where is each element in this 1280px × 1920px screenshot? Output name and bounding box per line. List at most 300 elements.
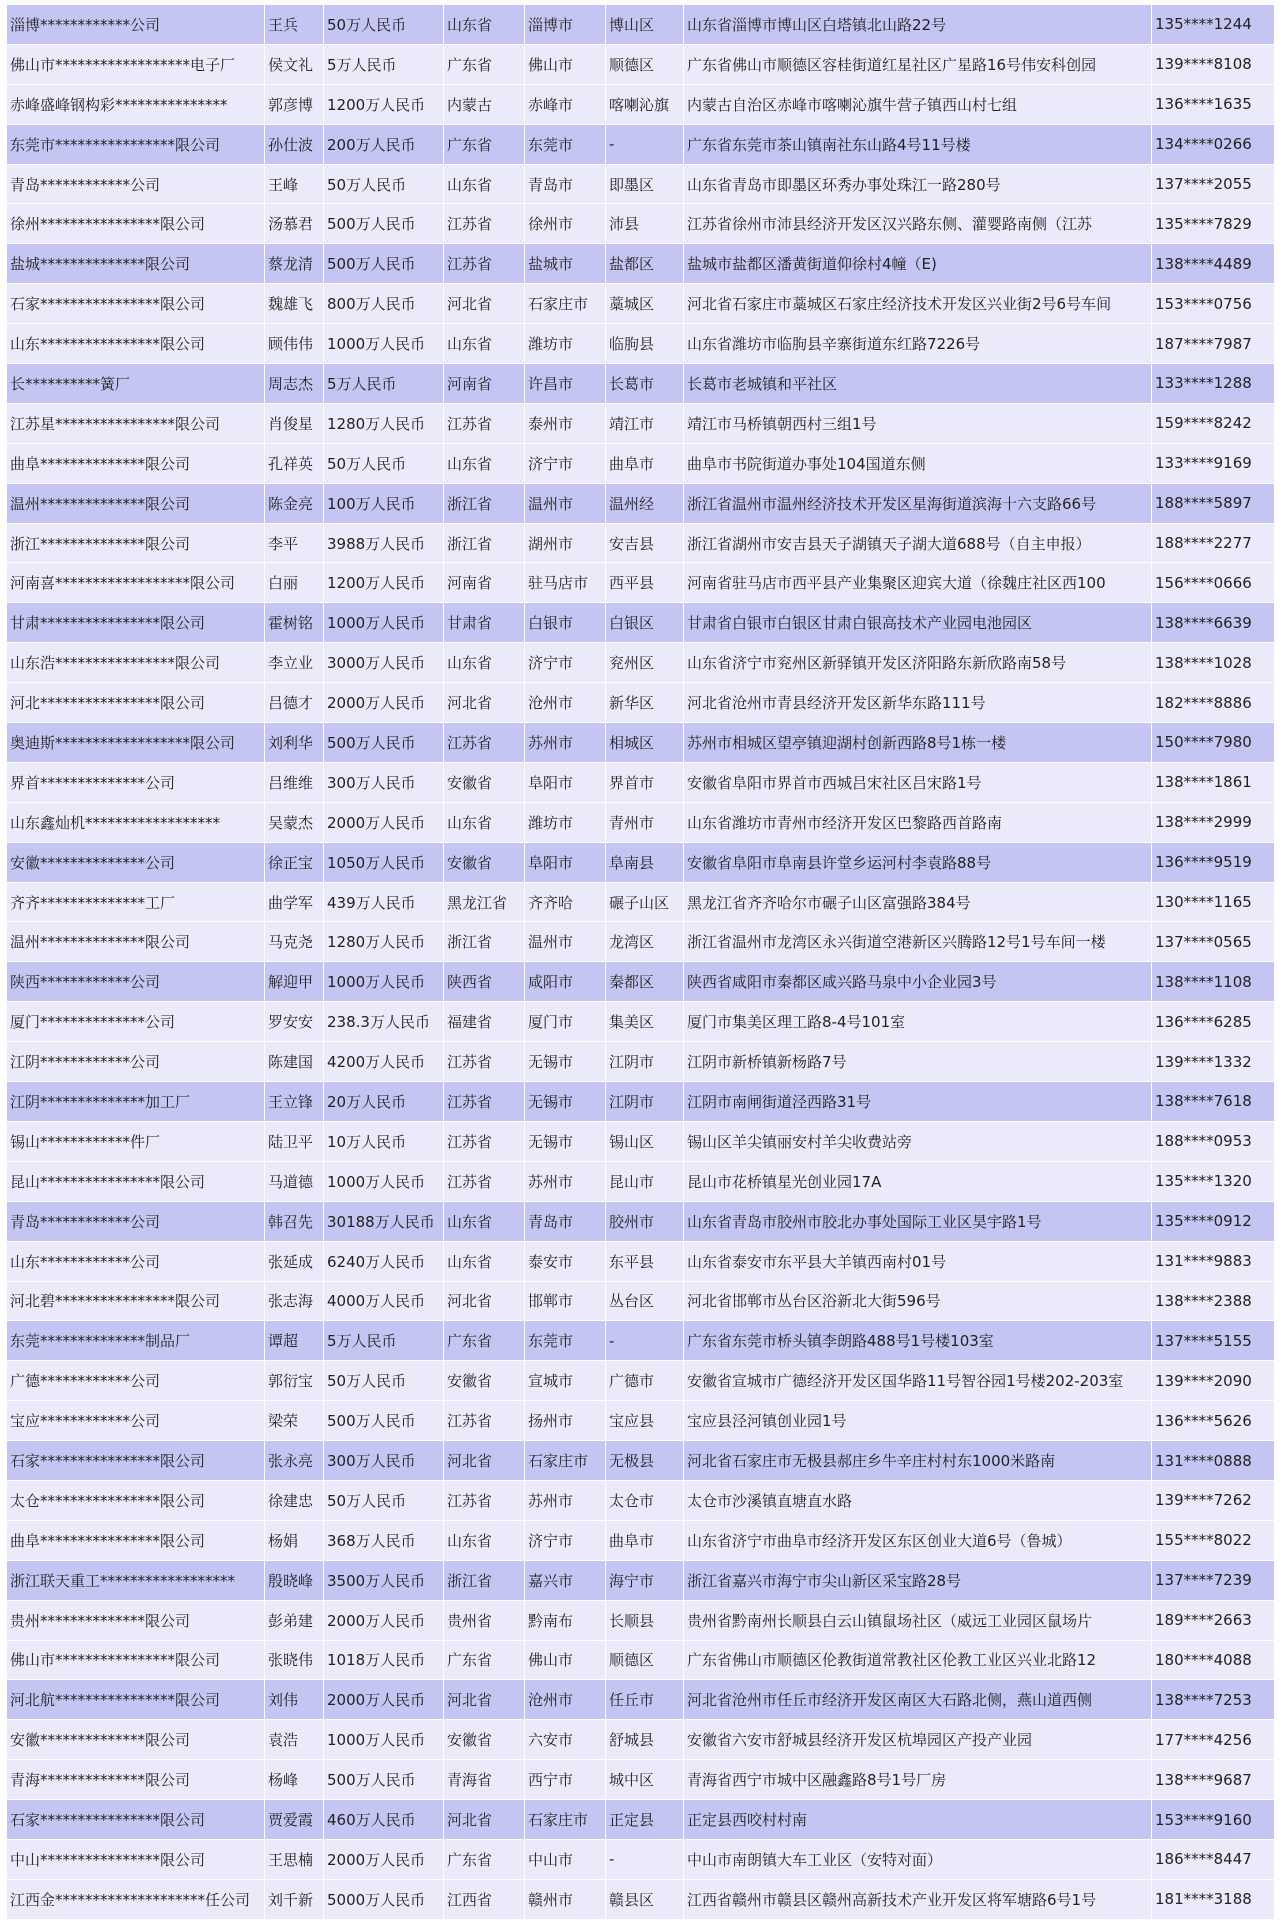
cell-province: 山东省 [444,802,525,842]
cell-phone: 133****9169 [1152,443,1275,483]
cell-province: 青海省 [444,1760,525,1800]
cell-capital: 5万人民币 [324,364,444,404]
cell-province: 江苏省 [444,1480,525,1520]
table-row [7,1002,1275,1042]
cell-company: 温州**************限公司 [7,922,265,962]
cell-capital: 200万人民币 [324,124,444,164]
cell-province: 浙江省 [444,1560,525,1600]
cell-city: 沧州市 [525,683,606,723]
cell-province: 山东省 [444,643,525,683]
cell-province: 河南省 [444,364,525,404]
cell-province: 江苏省 [444,1042,525,1082]
cell-phone: 188****0953 [1152,1121,1275,1161]
cell-company: 河北****************限公司 [7,683,265,723]
cell-address: 浙江省湖州市安吉县天子湖镇天子湖大道688号（自主申报） [684,523,1152,563]
cell-contact: 孔祥英 [265,443,324,483]
cell-district: 城中区 [606,1760,684,1800]
cell-company: 青岛************公司 [7,164,265,204]
cell-address: 太仓市沙溪镇直塘直水路 [684,1480,1152,1520]
cell-capital: 1018万人民币 [324,1640,444,1680]
cell-district: 沛县 [606,204,684,244]
cell-district: 正定县 [606,1800,684,1840]
cell-address: 曲阜市书院街道办事处104国道东侧 [684,443,1152,483]
cell-address: 贵州省黔南州长顺县白云山镇鼠场社区（威远工业园区鼠场片 [684,1600,1152,1640]
cell-company: 河南喜******************限公司 [7,563,265,603]
cell-district: 西平县 [606,563,684,603]
cell-address: 广东省东莞市桥头镇李朗路488号1号楼103室 [684,1321,1152,1361]
cell-phone: 159****8242 [1152,403,1275,443]
cell-phone: 137****0565 [1152,922,1275,962]
table-row [7,1520,1275,1560]
cell-phone: 139****7262 [1152,1480,1275,1520]
cell-address: 安徽省宣城市广德经济开发区国华路11号智谷园1号楼202-203室 [684,1361,1152,1401]
cell-city: 六安市 [525,1720,606,1760]
cell-company: 太仓****************限公司 [7,1480,265,1520]
table-row [7,443,1275,483]
cell-district: 胶州市 [606,1201,684,1241]
cell-address: 厦门市集美区理工路8-4号101室 [684,1002,1152,1042]
table-row [7,1401,1275,1441]
cell-contact: 王兵 [265,5,324,45]
table-row [7,164,1275,204]
cell-district: 顺德区 [606,1640,684,1680]
cell-contact: 陆卫平 [265,1121,324,1161]
cell-contact: 吕维维 [265,762,324,802]
cell-city: 驻马店市 [525,563,606,603]
cell-phone: 131****9883 [1152,1241,1275,1281]
cell-district: 昆山市 [606,1161,684,1201]
cell-province: 贵州省 [444,1600,525,1640]
table-row [7,204,1275,244]
cell-phone: 138****1028 [1152,643,1275,683]
cell-city: 扬州市 [525,1401,606,1441]
table-row [7,1640,1275,1680]
cell-contact: 王思楠 [265,1839,324,1879]
cell-address: 江苏省徐州市沛县经济开发区汉兴路东侧、灌婴路南侧（江苏 [684,204,1152,244]
cell-province: 江苏省 [444,1401,525,1441]
cell-capital: 30188万人民币 [324,1201,444,1241]
table-row [7,962,1275,1002]
cell-phone: 139****1332 [1152,1042,1275,1082]
cell-province: 江西省 [444,1879,525,1919]
cell-province: 河北省 [444,1680,525,1720]
cell-contact: 殷晓峰 [265,1560,324,1600]
cell-city: 佛山市 [525,1640,606,1680]
cell-company: 东莞**************制品厂 [7,1321,265,1361]
cell-contact: 陈建国 [265,1042,324,1082]
cell-address: 河北省邯郸市丛台区浴新北大街596号 [684,1281,1152,1321]
cell-city: 齐齐哈 [525,882,606,922]
cell-phone: 131****0888 [1152,1441,1275,1481]
cell-district: 曲阜市 [606,443,684,483]
cell-district: 温州经 [606,483,684,523]
cell-capital: 500万人民币 [324,723,444,763]
cell-contact: 吕德才 [265,683,324,723]
cell-capital: 1000万人民币 [324,324,444,364]
cell-district: 东平县 [606,1241,684,1281]
cell-province: 广东省 [444,44,525,84]
cell-capital: 50万人民币 [324,1361,444,1401]
cell-contact: 陈金亮 [265,483,324,523]
cell-company: 山东浩****************限公司 [7,643,265,683]
cell-city: 无锡市 [525,1042,606,1082]
cell-phone: 138****9687 [1152,1760,1275,1800]
cell-address: 广东省佛山市顺德区容桂街道红星社区广星路16号伟安科创园 [684,44,1152,84]
cell-capital: 50万人民币 [324,443,444,483]
cell-city: 厦门市 [525,1002,606,1042]
cell-address: 浙江省温州市龙湾区永兴街道空港新区兴腾路12号1号车间一楼 [684,922,1152,962]
cell-contact: 杨娟 [265,1520,324,1560]
cell-city: 徐州市 [525,204,606,244]
cell-address: 江阴市南闸街道泾西路31号 [684,1082,1152,1122]
cell-address: 河北省沧州市青县经济开发区新华东路111号 [684,683,1152,723]
cell-company: 佛山市******************电子厂 [7,44,265,84]
cell-phone: 130****1165 [1152,882,1275,922]
cell-address: 浙江省温州市温州经济技术开发区星海街道滨海十六支路66号 [684,483,1152,523]
cell-company: 曲阜****************限公司 [7,1520,265,1560]
cell-company: 贵州**************限公司 [7,1600,265,1640]
cell-province: 黑龙江省 [444,882,525,922]
cell-city: 苏州市 [525,723,606,763]
cell-district: 锡山区 [606,1121,684,1161]
cell-address: 江阴市新桥镇新杨路7号 [684,1042,1152,1082]
cell-city: 温州市 [525,483,606,523]
cell-capital: 50万人民币 [324,5,444,45]
cell-phone: 135****0912 [1152,1201,1275,1241]
cell-city: 苏州市 [525,1480,606,1520]
table-row [7,1760,1275,1800]
cell-company: 长**********簧厂 [7,364,265,404]
cell-district: 曲阜市 [606,1520,684,1560]
cell-province: 山东省 [444,1201,525,1241]
table-row [7,683,1275,723]
cell-capital: 3500万人民币 [324,1560,444,1600]
cell-capital: 500万人民币 [324,1760,444,1800]
cell-capital: 1000万人民币 [324,962,444,1002]
cell-address: 山东省济宁市兖州区新驿镇开发区济阳路东新欣路南58号 [684,643,1152,683]
cell-city: 济宁市 [525,443,606,483]
cell-contact: 徐建忠 [265,1480,324,1520]
table-row [7,762,1275,802]
cell-address: 宝应县泾河镇创业园1号 [684,1401,1152,1441]
cell-address: 山东省泰安市东平县大羊镇西南村01号 [684,1241,1152,1281]
table-row [7,1321,1275,1361]
cell-district: - [606,124,684,164]
cell-district: 碾子山区 [606,882,684,922]
cell-capital: 2000万人民币 [324,1600,444,1640]
cell-city: 西宁市 [525,1760,606,1800]
cell-capital: 300万人民币 [324,1441,444,1481]
cell-city: 赤峰市 [525,84,606,124]
cell-city: 沧州市 [525,1680,606,1720]
cell-address: 长葛市老城镇和平社区 [684,364,1152,404]
cell-city: 白银市 [525,603,606,643]
cell-contact: 韩召先 [265,1201,324,1241]
cell-phone: 156****0666 [1152,563,1275,603]
cell-company: 宝应************公司 [7,1401,265,1441]
cell-province: 河南省 [444,563,525,603]
cell-contact: 李立业 [265,643,324,683]
cell-contact: 郭彦博 [265,84,324,124]
cell-address: 盐城市盐都区潘黄街道仰徐村4幢（E) [684,244,1152,284]
table-row [7,1361,1275,1401]
table-row [7,802,1275,842]
cell-company: 山东鑫灿机****************** [7,802,265,842]
cell-contact: 马道德 [265,1161,324,1201]
cell-capital: 238.3万人民币 [324,1002,444,1042]
cell-city: 泰州市 [525,403,606,443]
cell-district: 广德市 [606,1361,684,1401]
cell-province: 广东省 [444,124,525,164]
cell-contact: 张晓伟 [265,1640,324,1680]
company-table [6,4,1275,1920]
cell-district: 相城区 [606,723,684,763]
cell-capital: 460万人民币 [324,1800,444,1840]
cell-capital: 1280万人民币 [324,403,444,443]
cell-phone: 138****7253 [1152,1680,1275,1720]
cell-address: 安徽省六安市舒城县经济开发区杭埠园区产投产业园 [684,1720,1152,1760]
cell-province: 甘肃省 [444,603,525,643]
cell-city: 中山市 [525,1839,606,1879]
cell-city: 石家庄市 [525,284,606,324]
cell-province: 福建省 [444,1002,525,1042]
cell-capital: 100万人民币 [324,483,444,523]
cell-capital: 20万人民币 [324,1082,444,1122]
cell-province: 山东省 [444,1520,525,1560]
cell-contact: 袁浩 [265,1720,324,1760]
table-row [7,1241,1275,1281]
cell-contact: 肖俊星 [265,403,324,443]
cell-company: 中山****************限公司 [7,1839,265,1879]
cell-company: 广德************公司 [7,1361,265,1401]
cell-province: 浙江省 [444,922,525,962]
cell-city: 淄博市 [525,5,606,45]
cell-address: 河北省沧州市任丘市经济开发区南区大石路北侧，燕山道西侧 [684,1680,1152,1720]
cell-capital: 5万人民币 [324,1321,444,1361]
cell-contact: 蔡龙清 [265,244,324,284]
cell-city: 许昌市 [525,364,606,404]
cell-city: 阜阳市 [525,762,606,802]
table-row [7,842,1275,882]
cell-district: 界首市 [606,762,684,802]
table-row [7,1680,1275,1720]
cell-contact: 贾爱霞 [265,1800,324,1840]
table-row [7,5,1275,45]
table-row [7,643,1275,683]
cell-city: 济宁市 [525,1520,606,1560]
cell-contact: 彭弟建 [265,1600,324,1640]
cell-province: 山东省 [444,324,525,364]
cell-city: 盐城市 [525,244,606,284]
cell-capital: 50万人民币 [324,164,444,204]
cell-company: 锡山************件厂 [7,1121,265,1161]
cell-district: - [606,1839,684,1879]
cell-capital: 10万人民币 [324,1121,444,1161]
cell-company: 河北航****************限公司 [7,1680,265,1720]
cell-company: 厦门**************公司 [7,1002,265,1042]
cell-district: 长顺县 [606,1600,684,1640]
table-row [7,1480,1275,1520]
cell-address: 山东省青岛市即墨区环秀办事处珠江一路280号 [684,164,1152,204]
cell-capital: 3988万人民币 [324,523,444,563]
cell-company: 江阴************公司 [7,1042,265,1082]
cell-address: 山东省青岛市胶州市胶北办事处国际工业区昊宇路1号 [684,1201,1152,1241]
cell-phone: 135****7829 [1152,204,1275,244]
cell-district: 喀喇沁旗 [606,84,684,124]
cell-address: 靖江市马桥镇朝西村三组1号 [684,403,1152,443]
cell-address: 黑龙江省齐齐哈尔市碾子山区富强路384号 [684,882,1152,922]
table-row [7,1600,1275,1640]
cell-district: 顺德区 [606,44,684,84]
cell-city: 宣城市 [525,1361,606,1401]
cell-capital: 50万人民币 [324,1480,444,1520]
cell-province: 江苏省 [444,204,525,244]
cell-company: 石家****************限公司 [7,1441,265,1481]
cell-province: 安徽省 [444,1720,525,1760]
cell-city: 东莞市 [525,124,606,164]
cell-city: 青岛市 [525,1201,606,1241]
cell-province: 河北省 [444,1281,525,1321]
cell-district: 新华区 [606,683,684,723]
cell-province: 广东省 [444,1640,525,1680]
cell-contact: 马克尧 [265,922,324,962]
cell-address: 河北省石家庄市无极县郝庄乡牛辛庄村村东1000米路南 [684,1441,1152,1481]
cell-city: 湖州市 [525,523,606,563]
cell-district: 博山区 [606,5,684,45]
cell-address: 山东省潍坊市临朐县辛寨街道东红路7226号 [684,324,1152,364]
table-row [7,1082,1275,1122]
cell-capital: 500万人民币 [324,244,444,284]
table-row [7,483,1275,523]
cell-capital: 2000万人民币 [324,802,444,842]
cell-address: 山东省淄博市博山区白塔镇北山路22号 [684,5,1152,45]
cell-province: 广东省 [444,1839,525,1879]
cell-phone: 137****5155 [1152,1321,1275,1361]
cell-city: 石家庄市 [525,1800,606,1840]
table-row [7,723,1275,763]
cell-contact: 张延成 [265,1241,324,1281]
cell-province: 安徽省 [444,762,525,802]
cell-address: 苏州市相城区望亭镇迎湖村创新西路8号1栋一楼 [684,723,1152,763]
cell-province: 江苏省 [444,403,525,443]
cell-address: 江西省赣州市赣县区赣州高新技术产业开发区将军塘路6号1号 [684,1879,1152,1919]
cell-company: 赤峰盛峰钢构彩*************** [7,84,265,124]
cell-phone: 136****6285 [1152,1002,1275,1042]
cell-district: 藁城区 [606,284,684,324]
cell-province: 山东省 [444,443,525,483]
cell-district: 安吉县 [606,523,684,563]
cell-contact: 解迎甲 [265,962,324,1002]
cell-district: 长葛市 [606,364,684,404]
cell-phone: 188****2277 [1152,523,1275,563]
cell-city: 泰安市 [525,1241,606,1281]
cell-phone: 135****1244 [1152,5,1275,45]
cell-capital: 2000万人民币 [324,1839,444,1879]
cell-capital: 3000万人民币 [324,643,444,683]
cell-company: 盐城**************限公司 [7,244,265,284]
cell-city: 温州市 [525,922,606,962]
cell-province: 浙江省 [444,483,525,523]
cell-district: 任丘市 [606,1680,684,1720]
table-row [7,1800,1275,1840]
cell-phone: 138****6639 [1152,603,1275,643]
cell-phone: 136****9519 [1152,842,1275,882]
cell-address: 山东省潍坊市青州市经济开发区巴黎路西首路南 [684,802,1152,842]
table-row [7,1281,1275,1321]
cell-company: 江西金********************任公司 [7,1879,265,1919]
cell-company: 青岛************公司 [7,1201,265,1241]
cell-address: 广东省东莞市茶山镇南社东山路4号11号楼 [684,124,1152,164]
table-row [7,364,1275,404]
cell-phone: 136****1635 [1152,84,1275,124]
table-row [7,922,1275,962]
cell-city: 东莞市 [525,1321,606,1361]
cell-company: 徐州****************限公司 [7,204,265,244]
table-row [7,1201,1275,1241]
cell-province: 陕西省 [444,962,525,1002]
cell-city: 潍坊市 [525,324,606,364]
table-row [7,1121,1275,1161]
cell-phone: 189****2663 [1152,1600,1275,1640]
cell-company: 石家****************限公司 [7,284,265,324]
cell-phone: 139****8108 [1152,44,1275,84]
cell-capital: 1200万人民币 [324,563,444,603]
cell-contact: 白丽 [265,563,324,603]
cell-city: 咸阳市 [525,962,606,1002]
cell-contact: 梁荣 [265,1401,324,1441]
cell-address: 陕西省咸阳市秦都区咸兴路马泉中小企业园3号 [684,962,1152,1002]
cell-contact: 王立锋 [265,1082,324,1122]
cell-contact: 王峰 [265,164,324,204]
table-row [7,603,1275,643]
cell-district: 无极县 [606,1441,684,1481]
cell-contact: 汤慕君 [265,204,324,244]
cell-district: 舒城县 [606,1720,684,1760]
cell-capital: 1200万人民币 [324,84,444,124]
cell-address: 安徽省阜阳市界首市西城吕宋社区吕宋路1号 [684,762,1152,802]
cell-company: 河北碧****************限公司 [7,1281,265,1321]
cell-contact: 侯文礼 [265,44,324,84]
cell-company: 江苏星****************限公司 [7,403,265,443]
cell-company: 浙江**************限公司 [7,523,265,563]
cell-district: 集美区 [606,1002,684,1042]
cell-company: 甘肃****************限公司 [7,603,265,643]
cell-contact: 郭衍宝 [265,1361,324,1401]
table-row [7,563,1275,603]
cell-address: 浙江省嘉兴市海宁市尖山新区采宝路28号 [684,1560,1152,1600]
cell-phone: 138****2388 [1152,1281,1275,1321]
table-row [7,44,1275,84]
cell-contact: 刘利华 [265,723,324,763]
cell-company: 昆山****************限公司 [7,1161,265,1201]
cell-province: 山东省 [444,1241,525,1281]
cell-address: 青海省西宁市城中区融鑫路8号1号厂房 [684,1760,1152,1800]
cell-phone: 138****2999 [1152,802,1275,842]
cell-company: 山东************公司 [7,1241,265,1281]
cell-capital: 4000万人民币 [324,1281,444,1321]
cell-address: 内蒙古自治区赤峰市喀喇沁旗牛营子镇西山村七组 [684,84,1152,124]
cell-capital: 2000万人民币 [324,683,444,723]
cell-capital: 500万人民币 [324,204,444,244]
cell-phone: 139****2090 [1152,1361,1275,1401]
cell-address: 河北省石家庄市藁城区石家庄经济技术开发区兴业街2号6号车间 [684,284,1152,324]
cell-address: 山东省济宁市曲阜市经济开发区东区创业大道6号（鲁城） [684,1520,1152,1560]
cell-phone: 133****1288 [1152,364,1275,404]
cell-capital: 500万人民币 [324,1401,444,1441]
cell-district: 江阴市 [606,1082,684,1122]
cell-phone: 138****7618 [1152,1082,1275,1122]
cell-city: 嘉兴市 [525,1560,606,1600]
